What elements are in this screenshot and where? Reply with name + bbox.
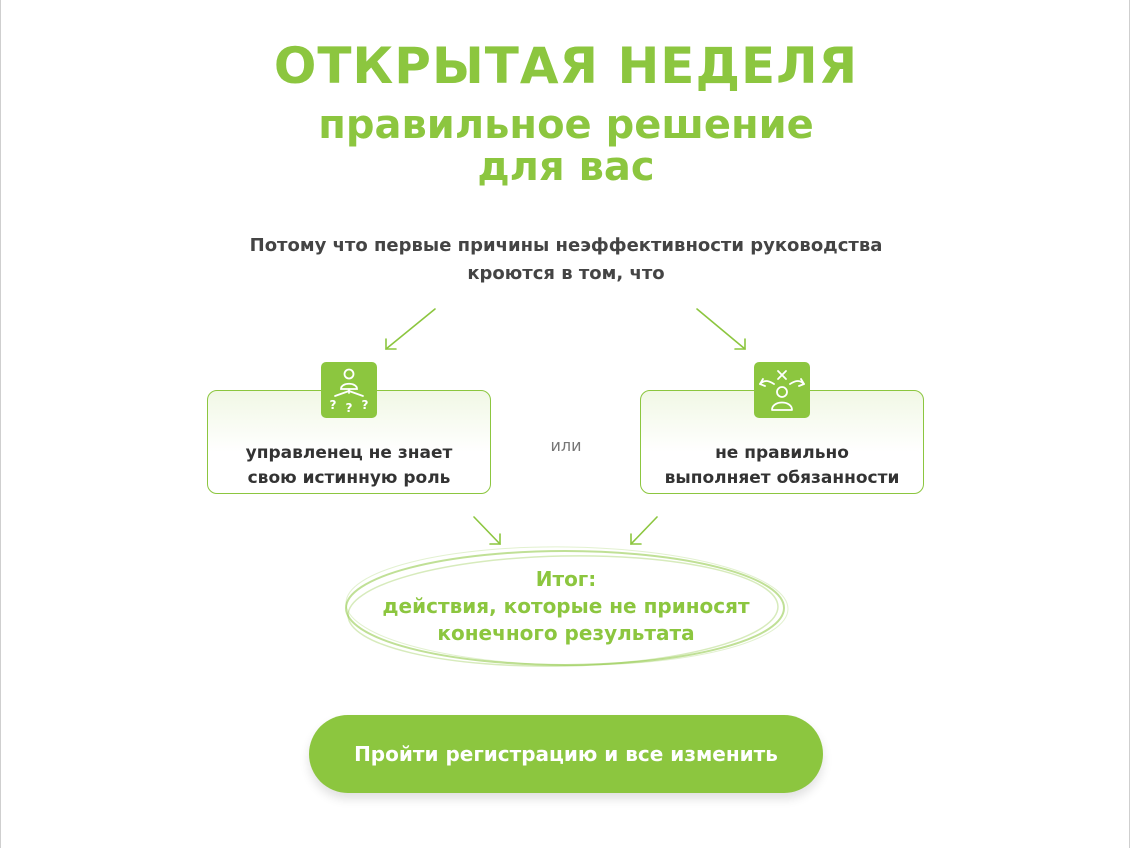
- result-line-1: действия, которые не приносят: [382, 594, 750, 618]
- page-subtitle: [0, 104, 1132, 188]
- cause-text: [208, 441, 490, 491]
- svg-text:?: ?: [361, 398, 369, 412]
- intro-text: [200, 232, 932, 288]
- cause-line-1: не правильно: [715, 443, 849, 463]
- result-summary: [340, 566, 792, 647]
- page-title: ОТКРЫТАЯ НЕДЕЛЯ: [273, 37, 859, 95]
- cause-line-1: управленец не знает: [245, 443, 453, 463]
- result-label: Итог:: [535, 567, 597, 591]
- result-line-2: конечного результата: [437, 621, 695, 645]
- or-connector: или: [550, 436, 582, 455]
- cause-line-2: выполняет обязанности: [664, 468, 900, 488]
- person-directions-icon: [754, 362, 810, 418]
- subtitle-line-2: для вас: [477, 144, 655, 190]
- person-questions-icon: [321, 362, 377, 418]
- cause-text: [641, 441, 923, 491]
- intro-line-2: кроются в том, что: [467, 263, 665, 284]
- intro-line-1: Потому что первые причины неэффективности руководства: [249, 235, 883, 256]
- cause-line-2: свою истинную роль: [247, 468, 451, 488]
- svg-text:?: ?: [345, 401, 353, 415]
- subtitle-line-1: правильное решение: [318, 102, 814, 148]
- svg-text:?: ?: [329, 398, 337, 412]
- register-button[interactable]: Пройти регистрацию и все изменить: [309, 715, 823, 793]
